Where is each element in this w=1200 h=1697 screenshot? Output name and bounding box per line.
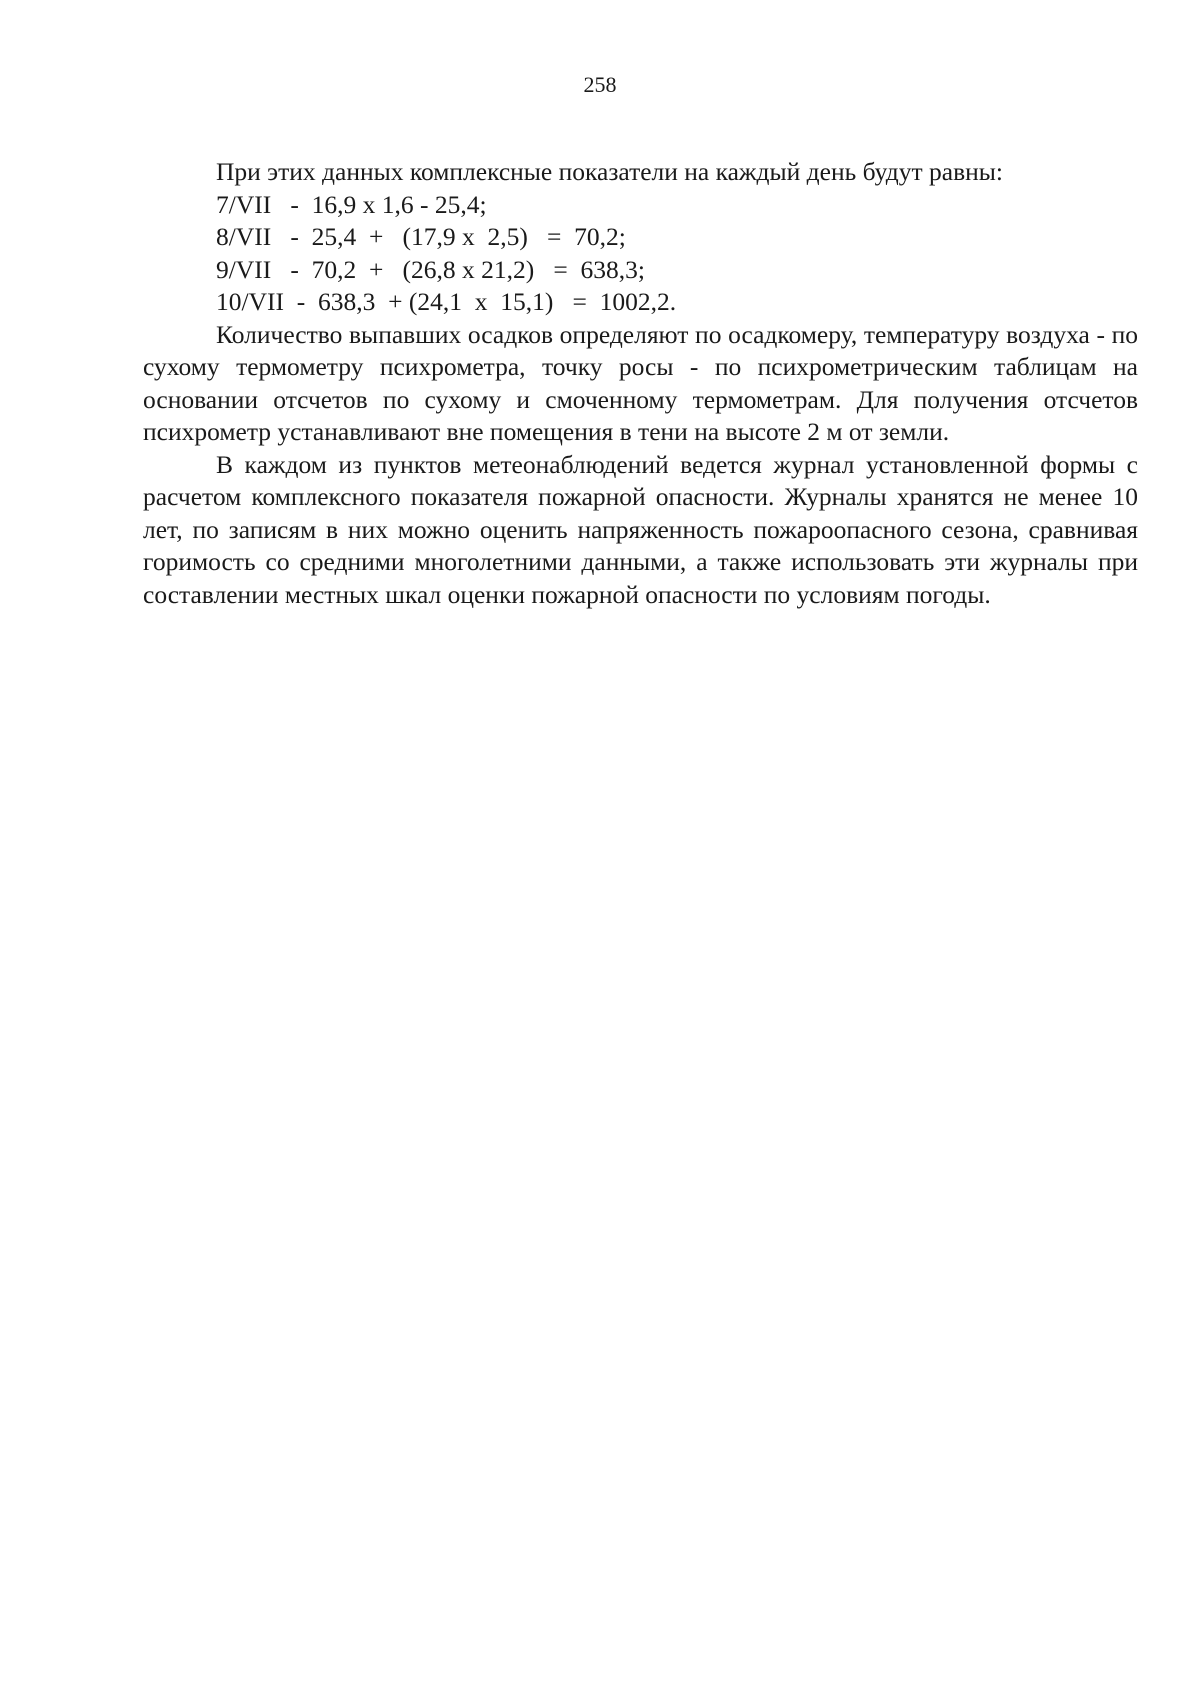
formula-line-9-vii: 9/VII - 70,2 + (26,8 x 21,2) = 638,3; [216,254,645,284]
journal-paragraph: В каждом из пунктов метеонаблюдений ведется журнал установленной формы с расчетом комплексного показателя пожарной опасности. Журналы хранятся не менее 10 лет, по записям в них можно оценить напряженность пожароопасного сезона, сравнивая горимость со средними многолетними данными, а также использовать эти журналы при составлении местных шкал оценки пожарной опасности по условиям погоды. [143,449,1138,609]
formula-line-10-vii: 10/VII - 638,3 + (24,1 x 15,1) = 1002,2. [216,287,677,316]
precipitation-paragraph: Количество выпавших осадков определяют по осадкомеру, температуру воздуха - по сухому термометру психрометра, точку росы - по психрометрическим таблицам на основании отсчетов по сухому и смоченному термометрам. Для получения отсчетов психрометр устанавливают вне помещения в тени на высоте 2 м от земли. [143,319,1138,446]
formula-line-7-vii: 7/VII - 16,9 x 1,6 - 25,4; [216,189,487,219]
page-number: 258 [583,72,617,97]
intro-paragraph: При этих данных комплексные показатели на каждый день будут равны: [216,157,1003,186]
page-body [143,156,1138,611]
formula-line-8-vii: 8/VII - 25,4 + (17,9 x 2,5) = 70,2; [216,222,626,251]
